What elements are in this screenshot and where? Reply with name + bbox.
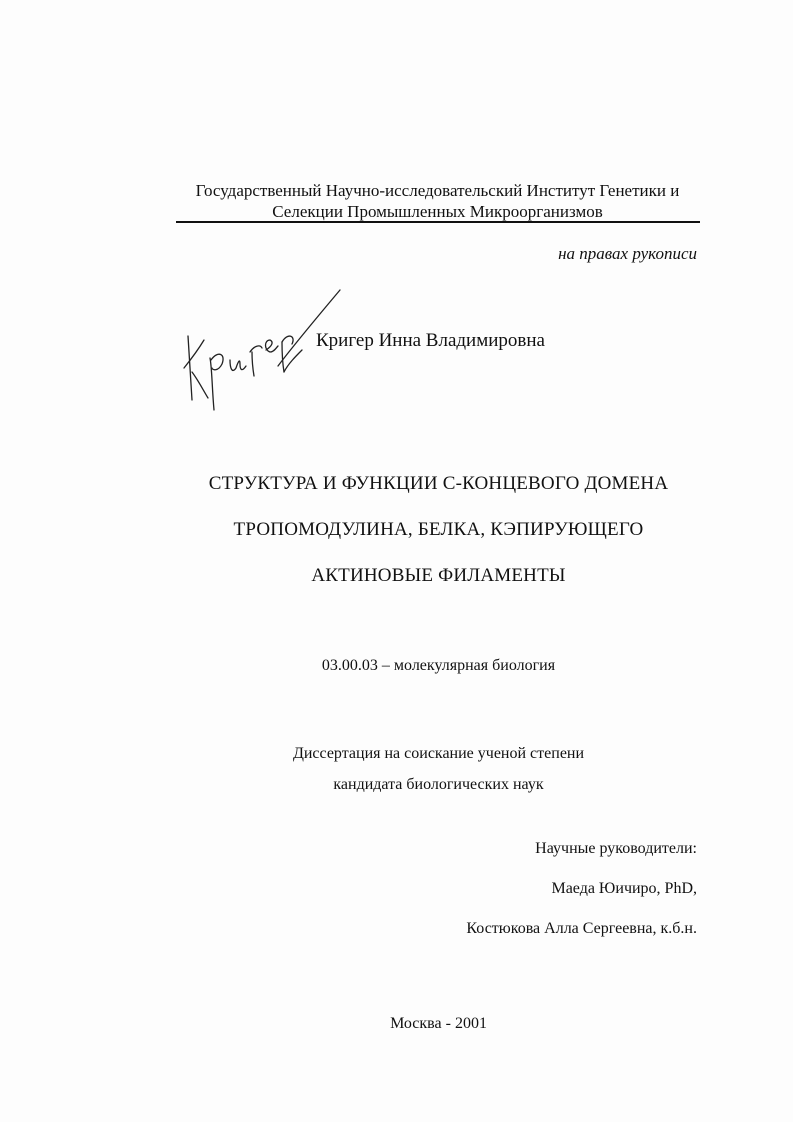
title-line-2: ТРОПОМОДУЛИНА, БЕЛКА, КЭПИРУЮЩЕГО xyxy=(233,519,644,540)
author-name: Кригер Инна Владимировна xyxy=(316,330,545,351)
institute-name xyxy=(175,180,700,222)
manuscript-note: на правах рукописи xyxy=(558,244,697,263)
supervisor-second: Костюкова Алла Сергеевна, к.б.н. xyxy=(466,920,697,937)
title-line-3: АКТИНОВЫЕ ФИЛАМЕНТЫ xyxy=(311,565,566,586)
dissertation-line-2: кандидата биологических наук xyxy=(333,776,544,793)
dissertation-line-1: Диссертация на соискание ученой степени xyxy=(292,745,585,762)
institute-line-2: Селекции Промышленных Микроорганизмов xyxy=(272,202,603,221)
institute-line-1: Государственный Научно-исследовательский Институт Генетики и xyxy=(195,181,680,200)
header-divider xyxy=(176,221,700,223)
specialty-code: 03.00.03 – молекулярная биология xyxy=(321,657,556,674)
title-line-1: СТРУКТУРА И ФУНКЦИИ С-КОНЦЕВОГО ДОМЕНА xyxy=(208,473,669,494)
place-and-year: Москва - 2001 xyxy=(390,1015,487,1032)
supervisors-heading: Научные руководители: xyxy=(535,840,697,857)
supervisor-first: Маеда Юичиро, PhD, xyxy=(551,880,697,897)
signature-icon xyxy=(178,288,348,418)
